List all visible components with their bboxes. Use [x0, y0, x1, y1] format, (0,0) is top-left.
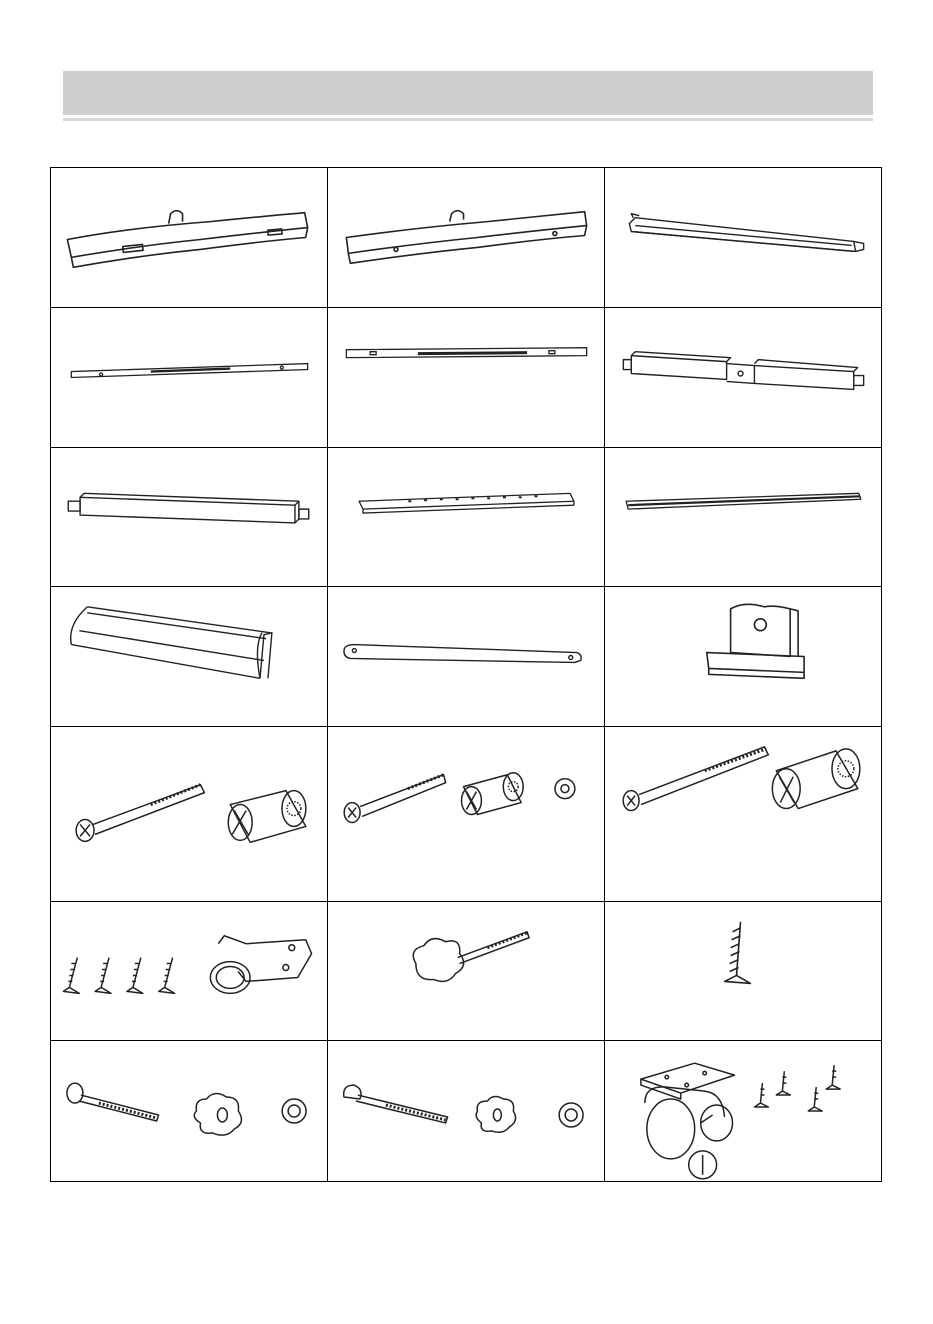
part-cell-center-joint-beam — [605, 308, 881, 448]
part-cell-mounting-bracket — [605, 587, 881, 727]
part-cell-right-headboard-rail — [328, 168, 605, 308]
part-cell-flat-panel-board — [605, 168, 881, 308]
part-cell-caster-wheel-screws — [605, 1041, 881, 1181]
headboard-rail-icon — [328, 168, 604, 307]
bracket-icon — [605, 587, 881, 726]
headboard-rail-icon — [51, 168, 327, 307]
square-beam-icon — [51, 448, 327, 586]
part-cell-bolt-knob-nut-washer-b — [328, 1041, 605, 1181]
caster-wheel-icon — [605, 1041, 881, 1181]
knob-screw-icon — [328, 902, 604, 1040]
part-cell-long-square-beam — [51, 448, 328, 587]
header-divider — [63, 118, 873, 121]
part-cell-single-wood-screw — [605, 902, 881, 1041]
perforated-slat-icon — [328, 448, 604, 586]
part-cell-channel-tray — [51, 587, 328, 727]
part-cell-bolt-large-barrel-nut — [605, 727, 881, 902]
part-cell-long-bolt-barrel-nut — [51, 727, 328, 902]
part-cell-wood-screws-wall-bracket — [51, 902, 328, 1041]
bolt-knob-washer-icon — [51, 1041, 327, 1181]
round-rod-icon — [605, 448, 881, 586]
part-cell-thin-slotted-rail — [51, 308, 328, 448]
wood-screw-icon — [605, 902, 881, 1040]
bolt-barrel-nut-icon — [605, 727, 881, 901]
jointed-beam-icon — [605, 308, 881, 447]
channel-tray-icon — [51, 587, 327, 726]
part-cell-flat-bar — [328, 587, 605, 727]
screws-bracket-icon — [51, 902, 327, 1040]
bolt-knob-washer-icon — [328, 1041, 604, 1181]
part-cell-round-rod — [605, 448, 881, 587]
thin-rail-icon — [51, 308, 327, 447]
parts-list-grid — [50, 167, 882, 1182]
part-cell-perforated-slat — [328, 448, 605, 587]
bolt-barrel-nut-washer-icon — [328, 727, 604, 901]
part-cell-short-bolt-barrel-nut-washer — [328, 727, 605, 902]
bolt-barrel-nut-icon — [51, 727, 327, 901]
section-header-bar — [63, 71, 873, 115]
part-cell-bolt-knob-nut-washer-a — [51, 1041, 328, 1181]
part-cell-knob-screw — [328, 902, 605, 1041]
flat-panel-icon — [605, 168, 881, 307]
slotted-rail-icon — [328, 308, 604, 447]
flat-bar-icon — [328, 587, 604, 726]
part-cell-slotted-side-rail — [328, 308, 605, 448]
part-cell-left-headboard-rail — [51, 168, 328, 308]
